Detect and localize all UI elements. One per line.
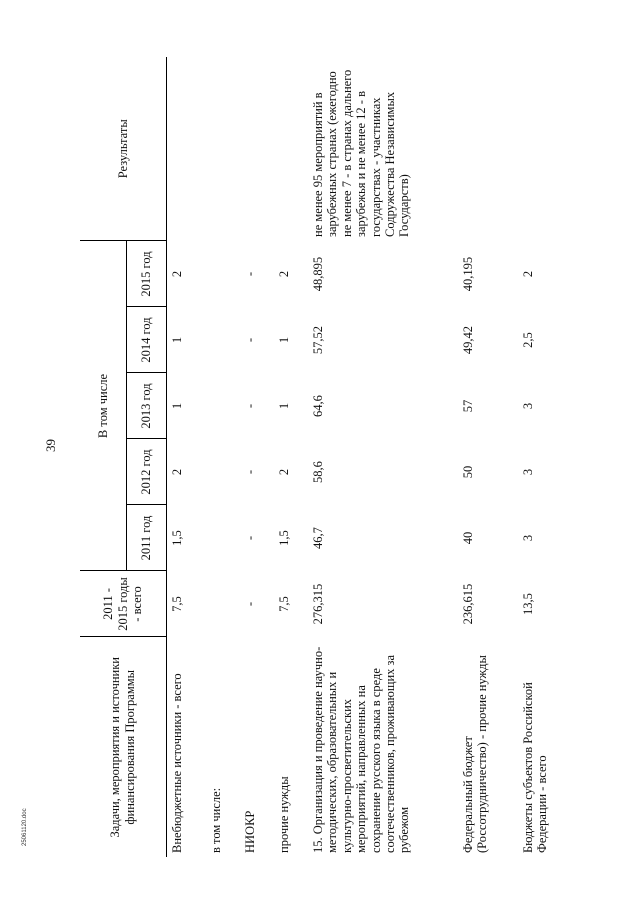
table-row [274,57,308,857]
rotated-table-container [80,57,560,857]
row-result [458,57,518,241]
row-value: 64,6 [311,395,325,417]
row-value: 40 [461,531,475,545]
row-value [206,505,240,571]
row-result [166,57,206,241]
program-financing-table [80,57,560,857]
row-value: 1,5 [277,530,291,546]
row-task: в том числе: [209,787,223,853]
row-value: - [243,535,257,541]
row-value [206,241,240,307]
row-value: 1 [277,336,291,344]
row-task: Бюджеты субъектов Российской Федерации - всего [521,682,550,853]
row-total [206,571,240,637]
row-value: 2 [169,468,184,476]
row-value: 48,895 [311,256,325,292]
header-tasks: Задачи, мероприятия и источники финансирования Программы [80,637,166,857]
table-row [206,57,240,857]
row-value: 3 [521,468,535,476]
row-value [206,439,240,505]
row-value: 49,42 [461,325,475,355]
row-total: 7,5 [169,596,184,612]
row-value: 50 [461,465,475,479]
row-value: - [243,403,257,409]
row-value: - [243,469,257,475]
row-result [518,57,560,241]
page-number: 39 [43,439,58,452]
row-result: не менее 95 мероприятий в зарубежных странах (ежегодно не менее 7 - в странах дальнего зарубежья и не менее 12 - в государствах - участниках Содружества Независимых Государств) [311,69,412,237]
row-task: Федеральный бюджет (Россотрудничество) - прочие нужды [461,655,490,853]
row-value: 2 [169,270,184,278]
row-result [240,57,274,241]
row-value [206,307,240,373]
row-value [206,373,240,439]
row-total: 13,5 [521,593,535,615]
table-row [240,57,274,857]
row-value: 2 [277,468,291,476]
row-value: 57 [461,399,475,413]
row-total: 276,315 [311,583,325,625]
header-year-2015: 2015 год [126,241,166,307]
row-task: прочие нужды [277,776,291,853]
row-value: 1 [277,402,291,410]
row-total: - [243,601,257,607]
row-value: 3 [521,534,535,542]
table-row [308,57,458,857]
row-total: 236,615 [461,583,475,625]
header-results: Результаты [80,57,166,241]
row-value: 1,5 [169,530,184,546]
row-value: 3 [521,402,535,410]
row-task: Внебюджетные источники - всего [169,673,184,853]
row-task: НИОКР [243,810,257,853]
row-value: 40,195 [461,256,475,292]
header-year-2012: 2012 год [126,439,166,505]
row-value: - [243,337,257,343]
table-row [166,57,206,857]
row-value: 46,7 [311,527,325,549]
row-value: - [243,271,257,277]
header-including: В том числе [80,241,126,571]
row-value: 1 [169,336,184,344]
row-result [206,57,240,241]
table-row [518,57,560,857]
row-value: 57,52 [311,325,325,355]
table-row [458,57,518,857]
row-result [274,57,308,241]
row-value: 2 [277,270,291,278]
header-year-2013: 2013 год [126,373,166,439]
row-value: 2 [521,270,535,278]
header-total: 2011 - 2015 годы - всего [80,571,166,637]
row-task: 15. Организация и проведение научно-методических, образовательных и культурно-просветительских мероприятий, направленных на сохранение русского языка в среде соотечественников, проживающих за рубежом [311,646,412,853]
row-value: 1 [169,402,184,410]
header-year-2011: 2011 год [126,505,166,571]
row-total: 7,5 [277,596,291,612]
row-value: 58,6 [311,461,325,483]
row-value: 2,5 [521,332,535,348]
header-year-2014: 2014 год [126,307,166,373]
document-code: 25061120.doc [22,808,28,846]
